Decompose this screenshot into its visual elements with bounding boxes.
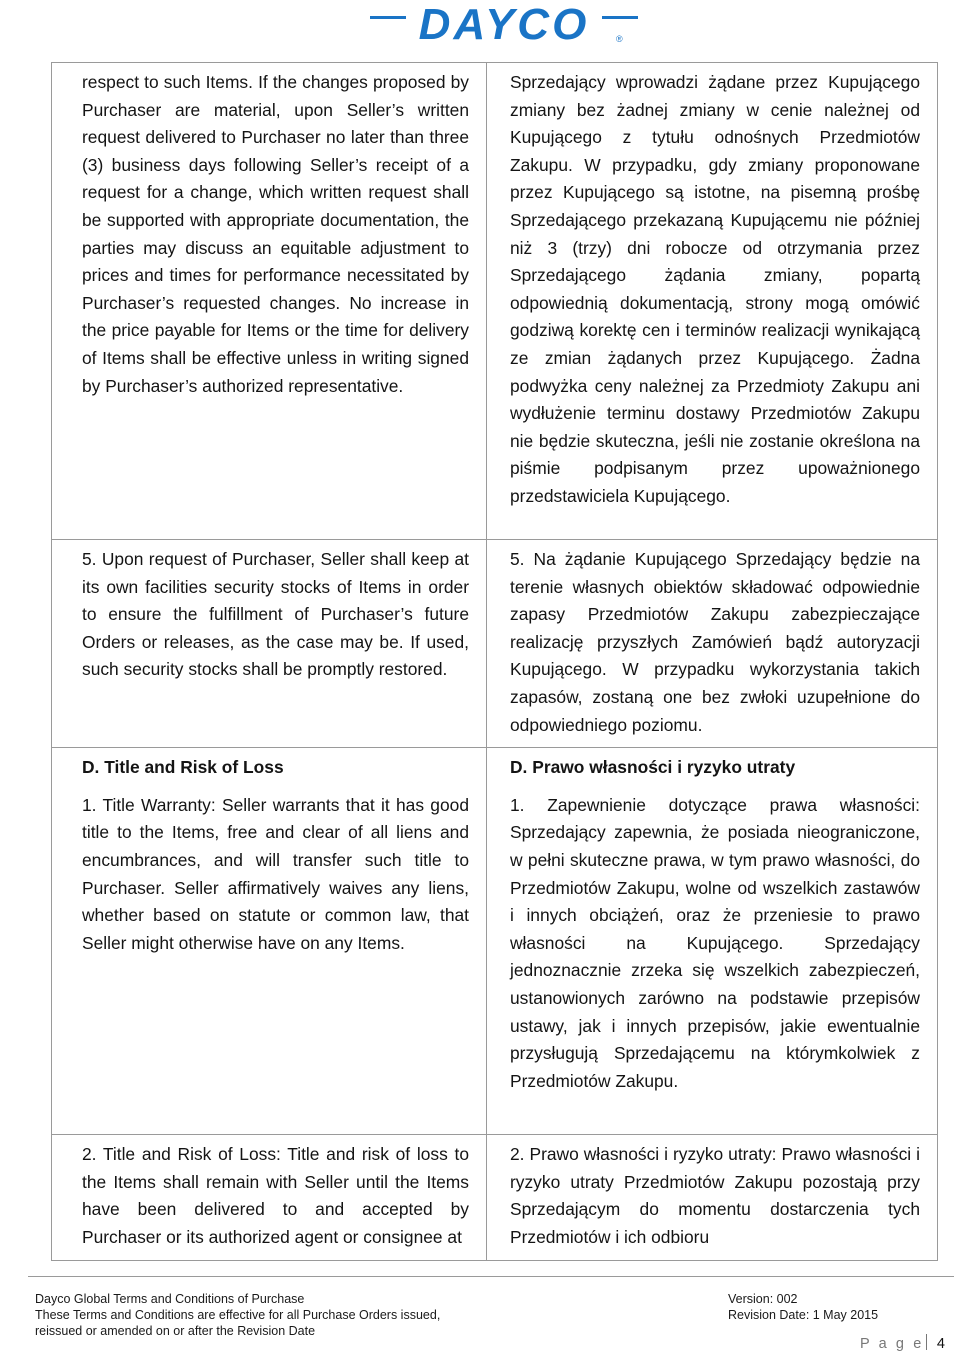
section-heading-pl: D. Prawo własności i ryzyko utraty [510,757,796,778]
footer-divider [28,1276,954,1277]
table-row [52,1135,938,1260]
english-cell [52,748,487,1135]
polish-cell [487,748,938,1135]
page-number-value: 4 [936,1336,945,1352]
footer-left [35,1291,595,1339]
english-cell [52,540,487,748]
polish-cell [487,540,938,748]
table-row [52,540,938,748]
english-paragraph: 2. Title and Risk of Loss: Title and risk of loss to the Items shall remain with Seller until the Items have been delivered to and accepted by Purchaser or its authorized agent or consignee at [82,1144,469,1247]
dayco-logo [370,2,638,44]
english-paragraph: 1. Title Warranty: Seller warrants that it has good title to the Items, free and clear of all liens and encumbrances, and will transfer such title to Purchaser. Seller affirmatively waives any liens, whether based on statute or common law, that Seller might otherwise have on any Items. [82,794,469,953]
english-paragraph: respect to such Items. If the changes proposed by Purchaser are material, upon Seller’s written request delivered to Purchaser no later than three (3) business days following Seller’s receipt of a request for a change, which written request shall be supported with appropriate documentation, the parties may discuss an equitable adjustment to prices and times for performance necessitated by Purchaser’s requested changes. No increase in the price payable for Items or the time for delivery of Items shall be effective unless in writing signed by Purchaser’s authorized representative. [82,72,469,396]
english-cell [52,63,487,540]
table-row [52,63,938,540]
polish-paragraph: 1. Zapewnienie dotyczące prawa własności: Sprzedający zapewnia, że posiada nieograniczone, w pełni skuteczne prawa, w tym prawo własności, do Przedmiotów Zakupu, wolne od wszelkich zastawów i innych obciążeń, oraz że przeniesie to prawo własności na Kupującego. Sprzedający jednoznacznie zrzeka się wszelkich zabezpieczeń, ustanowionych zarówno na podstawie przepisów ustawy, jak i innych przepisów, jakie ewentualnie przysługują Sprzedającemu na którymkolwiek z Przedmiotów Zakupu. [510,794,920,1091]
footer-revision-date: Revision Date: 1 May 2015 [728,1308,879,1322]
polish-paragraph: Sprzedający wprowadzi żądane przez Kupującego zmiany bez żadnej zmiany w cenie należnej od Kupującego z tytułu odnośnych Przedmiotów Zakupu. W przypadku, gdy zmiany proponowane przez Kupującego są istotne, na pisemną prośbę Sprzedającego przekazaną Kupującemu nie później niż 3 (trzy) dni robocze od otrzymania przez Sprzedającego żądania zmiany, popartą odpowiednią dokumentacją, strony mogą omówić godziwą korektę cen i terminów realizacji wynikającą ze zmian żądanych przez Kupującego. Żadna podwyżka ceny należnej za Przedmioty Zakupu ani wydłużenie terminu dostawy Przedmiotów Zakupu nie będzie skuteczna, jeśli nie zostanie określona na piśmie podpisanym przez upoważnionego przedstawiciela Kupującego. [510,72,920,506]
polish-cell [487,1135,938,1260]
page-number [860,1334,945,1352]
polish-paragraph: 5. Na żądanie Kupującego Sprzedający będzie na terenie własnych obiektów składować odpowiednie zapasy Przedmiotów Zakupu zabezpieczające realizację przyszłych Zamówień bądź autoryzacji Kupującego. W przypadku wykorzystania takich zapasów, zostaną one bez zwłoki uzupełnione do odpowiedniego poziomu. [510,549,920,735]
footer-note-line2: reissued or amended on or after the Revision Date [35,1324,316,1338]
polish-paragraph: 2. Prawo własności i ryzyko utraty: Prawo własności i ryzyko utraty Przedmiotów Zakupu pozostają przy Sprzedającym do momentu dostarczenia tych Przedmiotów i ich odbioru [510,1144,920,1247]
bilingual-terms-table [51,62,938,1261]
footer-right [728,1291,948,1323]
footer-note-line1: These Terms and Conditions are effective for all Purchase Orders issued, [35,1308,441,1322]
table-row [52,748,938,1135]
section-heading-en: D. Title and Risk of Loss [82,757,284,778]
english-cell [52,1135,487,1260]
english-paragraph: 5. Upon request of Purchaser, Seller shall keep at its own facilities security stocks of Items in order to ensure the fulfillment of Purchaser’s future Orders or releases, as the case may be. If used, such security stocks shall be promptly restored. [82,549,469,680]
page-label: P a g e [860,1336,924,1352]
footer-version: Version: 002 [728,1292,798,1306]
polish-cell [487,63,938,540]
footer-doc-title: Dayco Global Terms and Conditions of Purchase [35,1292,305,1306]
svg-text:DAYCO: DAYCO [418,2,590,44]
page-separator [926,1334,927,1350]
svg-text:®: ® [616,34,623,44]
